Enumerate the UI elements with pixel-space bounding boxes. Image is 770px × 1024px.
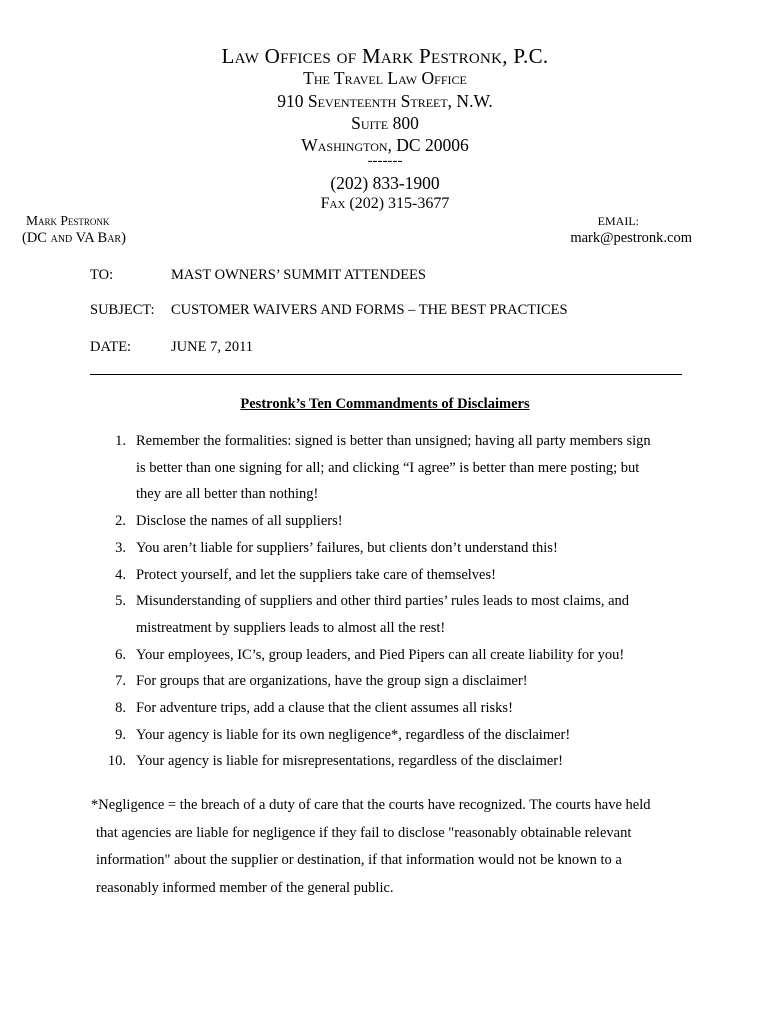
date-label: DATE:	[90, 339, 132, 355]
section-heading: Pestronk’s Ten Commandments of Disclaimers	[240, 396, 530, 412]
list-number: 6.	[115, 646, 126, 663]
firm-suite: Suite 800	[351, 113, 419, 133]
list-item-line: they are all better than nothing!	[136, 486, 319, 503]
horizontal-rule	[90, 374, 682, 375]
footnote-line: information" about the supplier or destination, if that information would not be known to a	[96, 852, 622, 868]
negligence-footnote	[91, 792, 691, 902]
list-item-line: Your agency is liable for misrepresentations, regardless of the disclaimer!	[136, 753, 563, 770]
list-item-line: You aren’t liable for suppliers’ failures, but clients don’t understand this!	[136, 539, 558, 556]
firm-city: Washington, DC 20006	[301, 135, 469, 155]
date-value: JUNE 7, 2011	[171, 339, 254, 355]
list-item-line: mistreatment by suppliers leads to almost all the rest!	[136, 619, 446, 636]
list-item	[90, 428, 690, 508]
subject-value: CUSTOMER WAIVERS AND FORMS – THE BEST PRACTICES	[171, 302, 568, 318]
list-item-line: Disclose the names of all suppliers!	[136, 513, 343, 530]
footnote-line: *Negligence = the breach of a duty of care that the courts have recognized. The courts have held	[91, 797, 651, 813]
to-value: MAST OWNERS’ SUMMIT ATTENDEES	[171, 267, 426, 283]
list-number: 5.	[115, 593, 126, 610]
list-item-line: is better than one signing for all; and clicking “I agree” is better than mere posting; but	[136, 459, 640, 476]
attorney-name: Mark Pestronk	[26, 213, 110, 228]
list-item-line: Your agency is liable for its own negligence*, regardless of the disclaimer!	[136, 726, 571, 743]
list-item	[90, 668, 690, 695]
list-item	[90, 642, 690, 669]
list-item	[90, 508, 690, 535]
list-number: 9.	[115, 726, 126, 743]
letterhead-divider: -------	[367, 153, 403, 169]
list-item	[90, 588, 690, 641]
email-address[interactable]: mark@pestronk.com	[570, 230, 692, 246]
firm-fax: Fax (202) 315-3677	[320, 195, 450, 212]
list-item-line: Your employees, IC’s, group leaders, and Pied Pipers can all create liability for you!	[136, 646, 625, 663]
list-item	[90, 562, 690, 589]
firm-street: 910 Seventeenth Street, N.W.	[277, 91, 493, 111]
footnote-line: that agencies are liable for negligence if they fail to disclose "reasonably obtainable relevant	[96, 824, 632, 841]
list-item-line: Remember the formalities: signed is better than unsigned; having all party members sign	[136, 433, 651, 449]
list-number: 7.	[115, 673, 126, 690]
list-number: 4.	[115, 566, 126, 583]
firm-subtitle: The Travel Law Office	[303, 68, 467, 88]
email-label: EMAIL:	[597, 214, 639, 228]
list-item-line: Protect yourself, and let the suppliers take care of themselves!	[136, 566, 496, 583]
firm-phone: (202) 833-1900	[330, 173, 440, 193]
to-label: TO:	[90, 267, 114, 283]
firm-name: Law Offices of Mark Pestronk, P.C.	[221, 44, 549, 68]
list-item-line: For groups that are organizations, have the group sign a disclaimer!	[136, 673, 528, 690]
list-item	[90, 722, 690, 749]
commandments-list	[90, 428, 690, 775]
list-number: 2.	[115, 513, 126, 530]
list-item	[90, 695, 690, 722]
footnote-line: reasonably informed member of the general public.	[96, 879, 394, 896]
attorney-bar: (DC and VA Bar)	[22, 230, 126, 246]
list-item	[90, 535, 690, 562]
list-number: 8.	[115, 700, 126, 717]
list-item	[90, 748, 690, 775]
list-item-line: Misunderstanding of suppliers and other third parties’ rules leads to most claims, and	[136, 593, 630, 610]
list-number: 3.	[115, 539, 126, 556]
list-number: 10.	[107, 753, 126, 770]
list-number: 1.	[115, 433, 126, 449]
subject-label: SUBJECT:	[90, 302, 155, 318]
list-item-line: For adventure trips, add a clause that the client assumes all risks!	[136, 700, 513, 717]
